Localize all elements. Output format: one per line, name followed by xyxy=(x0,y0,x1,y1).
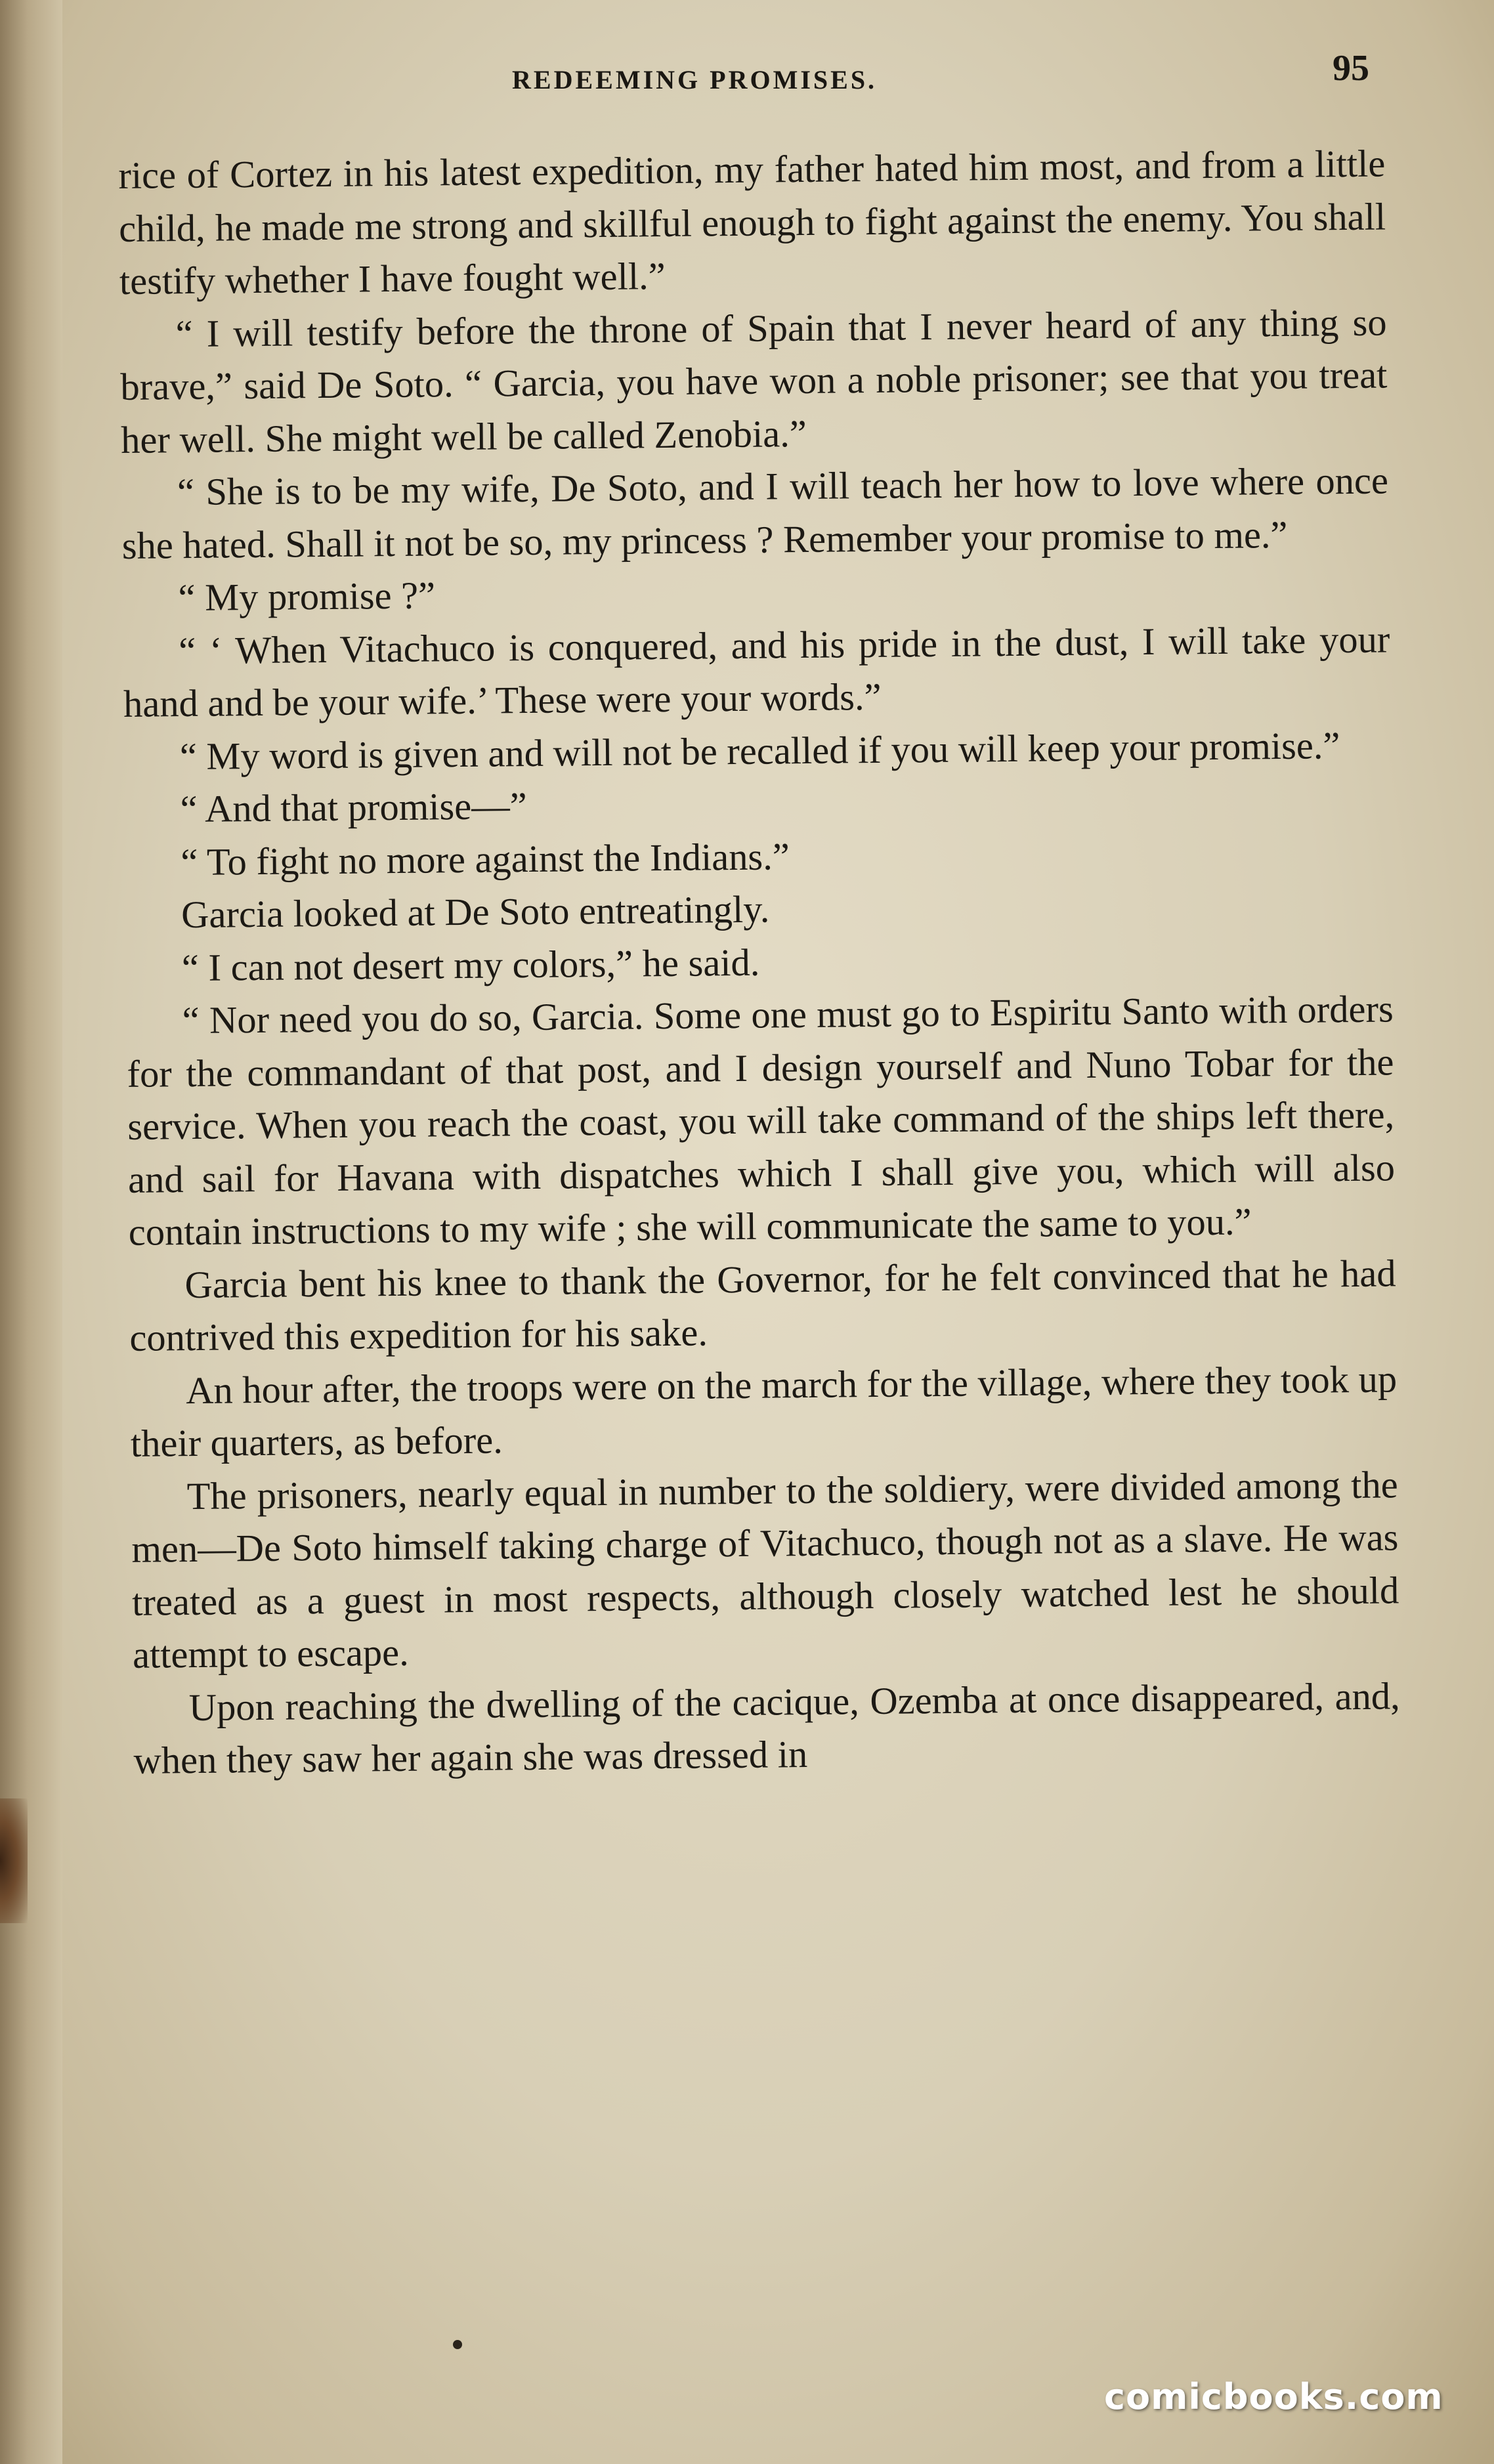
paragraph: “ I can not desert my colors,” he said. xyxy=(181,941,760,989)
paragraph: “ I will testify before the throne of Spain that I never heard of any thing so brave,” said De Soto. “ Garcia, you have won a noble prisoner; see that you treat her well. She might well be called Zenobia.” xyxy=(120,300,1388,461)
paragraph: Upon reaching the dwelling of the cacique, Ozemba at once disappeared, and, when they saw her again she was dressed in xyxy=(133,1674,1401,1782)
paragraph: “ She is to be my wife, De Soto, and I will teach her how to love where once she hated. Shall it not be so, my princess ? Remember your promise to me.” xyxy=(121,459,1389,567)
page-stain xyxy=(0,1798,28,1923)
paragraph: Garcia bent his knee to thank the Governor, for he felt convinced that he had contrived this expedition for his sake. xyxy=(129,1251,1396,1359)
paragraph: “ To fight no more against the Indians.” xyxy=(181,834,790,883)
paragraph: “ ‘ When Vitachuco is conquered, and his pride in the dust, I will take your hand and be your wife.’ These were your words.” xyxy=(123,617,1390,725)
site-watermark: comicbooks.com xyxy=(1104,2376,1443,2417)
ink-speck xyxy=(453,2340,462,2349)
page-body-text xyxy=(118,137,1401,1787)
paragraph: “ My promise ?” xyxy=(178,574,436,620)
paragraph: The prisoners, nearly equal in number to the soldiery, were divided among the men—De Soto himself taking charge of Vitachuco, though not as a slave. He was treated as a guest in most respects, although closely watched lest he should attempt to escape. xyxy=(131,1462,1399,1676)
paragraph: “ My word is given and will not be recalled if you will keep your promise.” xyxy=(179,723,1340,778)
paragraph: rice of Cortez in his latest expedition, my father hated him most, and from a little child, he made me strong and skillful enough to fight against the enemy. You shall testify whether I have fought well.” xyxy=(118,142,1386,303)
paragraph: An hour after, the troops were on the march for the village, where they took up their quarters, as before. xyxy=(130,1357,1398,1465)
book-binding xyxy=(0,0,62,2464)
paragraph: “ Nor need you do so, Garcia. Some one must go to Espiritu Santo with orders for the commandant of that post, and I design yourself and Nuno Tobar for the service. When you reach the coast, you will take command of the ships left there, and sail for Havana with dispatches which I shall give you, which will also contain instructions to my wife ; she will communicate the same to you.” xyxy=(127,987,1396,1254)
page-number: 95 xyxy=(1333,48,1369,89)
running-title: REDEEMING PROMISES. xyxy=(512,65,878,95)
paragraph: “ And that promise—” xyxy=(180,784,527,831)
paragraph: Garcia looked at De Soto entreatingly. xyxy=(181,887,770,937)
